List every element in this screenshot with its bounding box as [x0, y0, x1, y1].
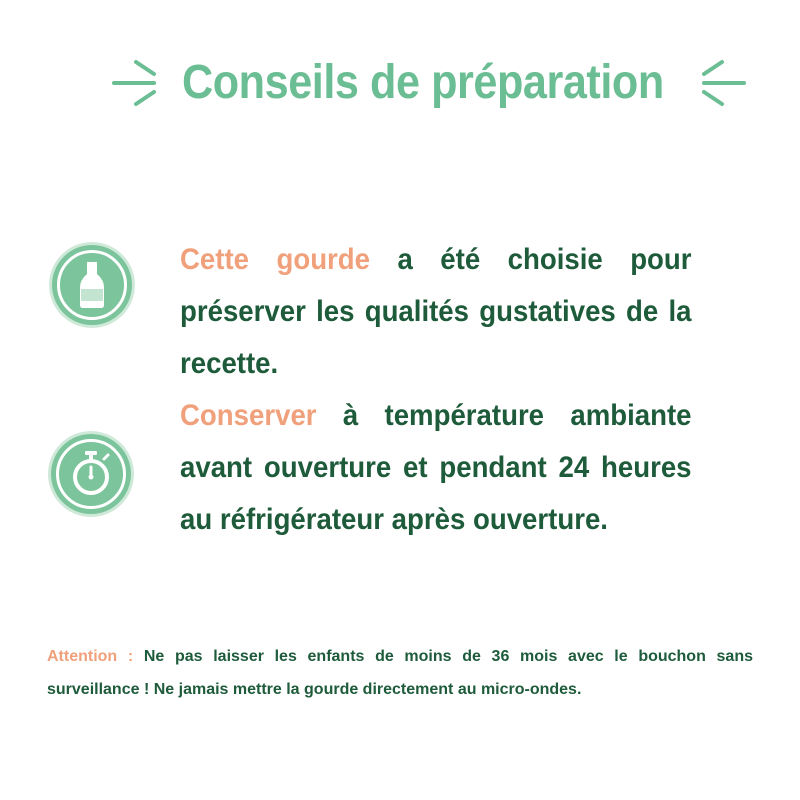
warning-label: Attention :	[47, 648, 134, 665]
tip-body: a été choisie pour préserver les qualités gustatives de la recette.	[180, 243, 692, 380]
tip-item-storage	[0, 390, 800, 550]
tip-highlight: Cette gourde	[180, 243, 371, 276]
tip-text	[180, 234, 692, 390]
sparkle-lines-icon	[696, 56, 748, 108]
stopwatch-icon	[51, 434, 131, 514]
warning-notice	[47, 640, 753, 706]
tip-text	[180, 390, 692, 546]
tip-highlight: Conserver	[180, 399, 317, 432]
page-title: Conseils de préparation	[182, 56, 664, 109]
sparkle-lines-icon	[110, 56, 162, 108]
header	[0, 48, 800, 118]
warning-text: Ne pas laisser les enfants de moins de 36 mois avec le bouchon sans surveillance ! Ne jamais mettre la gourde directement au micro-ondes.	[47, 648, 753, 698]
bottle-icon	[52, 245, 132, 325]
tip-body: à température ambiante avant ouverture et pendant 24 heures au réfrigérateur après ouverture.	[180, 399, 692, 536]
tip-item-bottle	[0, 234, 800, 380]
